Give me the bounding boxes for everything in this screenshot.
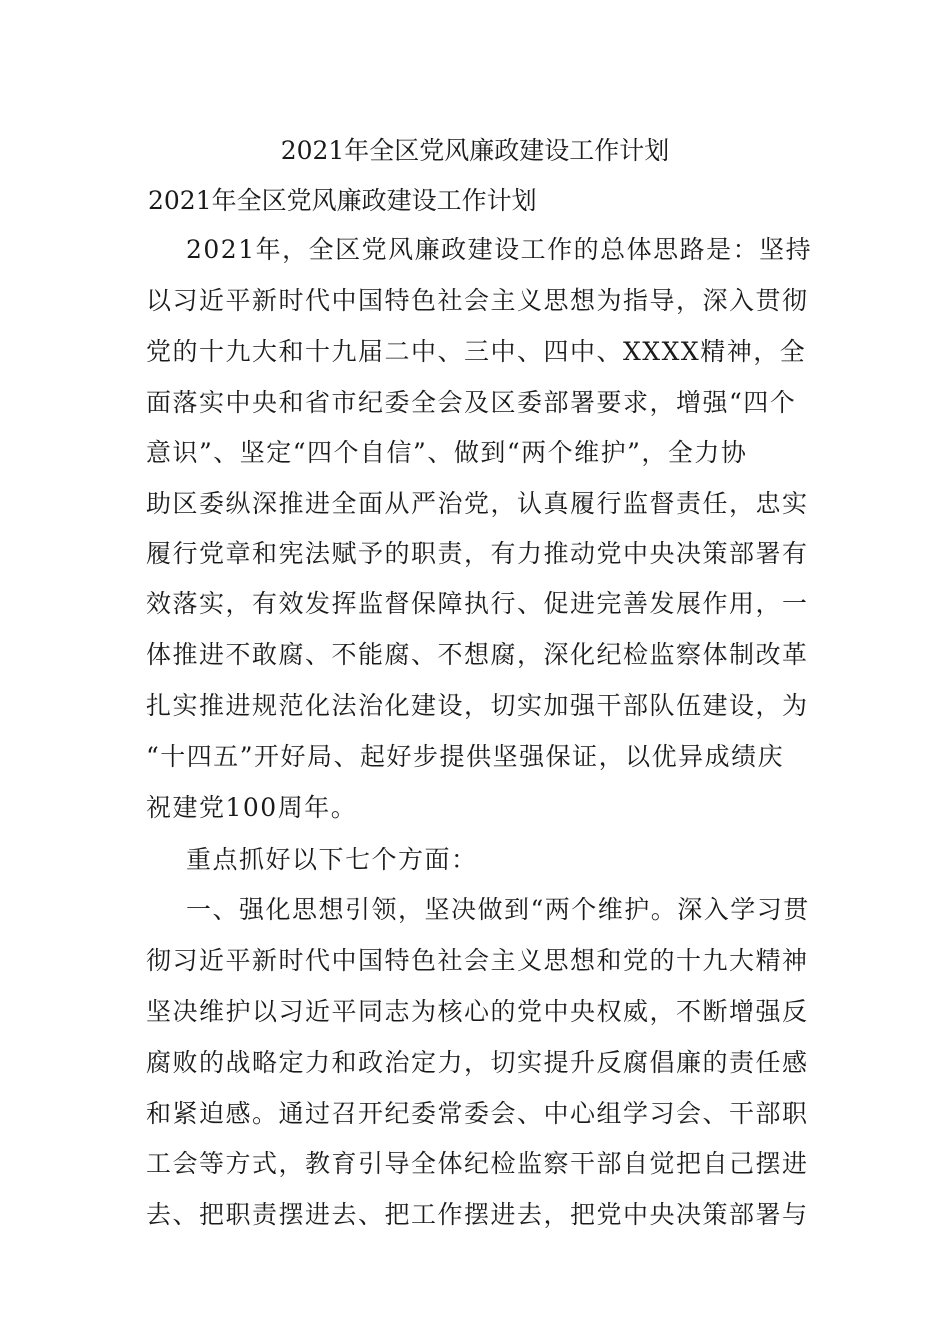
paragraph-line: 以习近平新时代中国特色社会主义思想为指导，深入贯彻 [146, 286, 809, 315]
paragraph-line: 工会等方式，教育引导全体纪检监察干部自觉把自己摆进 [146, 1149, 809, 1178]
paragraph-line: 体推进不敢腐、不能腐、不想腐，深化纪检监察体制改革 [146, 640, 809, 669]
paragraph-line: 重点抓好以下七个方面： [186, 845, 478, 874]
paragraph-line: 面落实中央和省市纪委全会及区委部署要求，增强“四个 [146, 388, 797, 417]
paragraph-line: 意识”、坚定“四个自信”、做到“两个维护”，全力协 [146, 438, 748, 467]
paragraph-line: 党的十九大和十九届二中、三中、四中、XXXX精神，全 [146, 337, 807, 366]
paragraph-line: 祝建党100周年。 [146, 793, 358, 822]
paragraph-line: 履行党章和宪法赋予的职责，有力推动党中央决策部署有 [146, 539, 809, 568]
paragraph-line: 2021年，全区党风廉政建设工作的总体思路是：坚持 [186, 235, 813, 264]
paragraph-line: 扎实推进规范化法治化建设，切实加强干部队伍建设，为 [146, 691, 809, 720]
paragraph-line: 腐败的战略定力和政治定力，切实提升反腐倡廉的责任感 [146, 1048, 809, 1077]
document-subtitle: 2021年全区党风廉政建设工作计划 [148, 186, 537, 215]
paragraph-line: 彻习近平新时代中国特色社会主义思想和党的十九大精神 [146, 946, 809, 975]
paragraph-line: 去、把职责摆进去、把工作摆进去，把党中央决策部署与 [146, 1200, 809, 1229]
document-title: 2021年全区党风廉政建设工作计划 [280, 136, 670, 165]
paragraph-line: 助区委纵深推进全面从严治党，认真履行监督责任，忠实 [146, 489, 809, 518]
paragraph-line: 和紧迫感。通过召开纪委常委会、中心组学习会、干部职 [146, 1099, 809, 1128]
paragraph-line: 效落实，有效发挥监督保障执行、促进完善发展作用，一 [146, 589, 809, 618]
paragraph-line: “十四五”开好局、起好步提供坚强保证，以优异成绩庆 [146, 742, 785, 771]
paragraph-line: 一、强化思想引领，坚决做到“两个维护。深入学习贯 [186, 895, 810, 924]
paragraph-line: 坚决维护以习近平同志为核心的党中央权威，不断增强反 [146, 997, 809, 1026]
